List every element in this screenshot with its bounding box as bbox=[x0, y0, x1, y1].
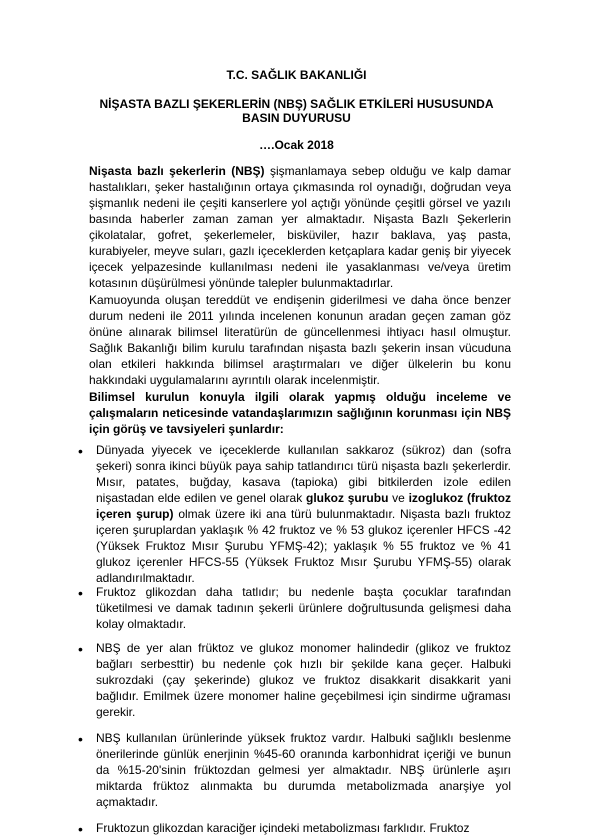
paragraph-2: Kamuoyunda oluşan tereddüt ve endişenin giderilmesi ve daha önce benzer durum nedeni ile 2011 yılında incelenen konunun aradan geçen zaman göz önüne alınarak bilimsel literatürün de güncellenmesi ihtiyacı hasıl olmuştur. Sağlık Bakanlığı bilim kurulu tarafından nişasta bazlı şekerin insan vücuduna olan etkileri hakkında bilimsel araştırmaları ve diğer ülkelerin bu konu hakkındaki uygulamalarını ayrıntılı olarak incelenmiştir. bbox=[89, 293, 511, 387]
bullet-item-3: NBŞ de yer alan früktoz ve glukoz monomer halindedir (glikoz ve fruktoz bağları serbesttir) bu nedenle çok hızlı bir şekilde kana geçer. Halbuki sukrozdaki (çay şekerinde) glukoz ve fruktoz disakkarit disakkarit yani bağlıdır. Emilmek üzere monomer haline geçebilmesi için sindirme uğraması gerekir. bbox=[96, 641, 511, 719]
bullet-marker: • bbox=[78, 443, 83, 459]
intro-paragraph bbox=[89, 163, 511, 291]
bullet-marker: • bbox=[78, 585, 83, 601]
document-date: ….Ocak 2018 bbox=[259, 138, 334, 152]
bullet-marker: • bbox=[78, 821, 83, 837]
bullet-marker: • bbox=[78, 641, 83, 657]
bullet-1-bold-b: izoglukoz (fruktoz içeren şurup) bbox=[96, 491, 511, 521]
paragraph-3: Bilimsel kurulun konuyla ilgili olarak yapmış olduğu inceleme ve çalışmaların neticesinde vatandaşlarımızın sağlığının korunması için NBŞ için görüş ve tavsiyeleri şunlardır: bbox=[89, 390, 511, 436]
bullet-item-1 bbox=[96, 442, 511, 586]
intro-text: şişmanlamaya sebep olduğu ve kalp damar hastalıkları, şeker hastalığının ortaya çıkmasında rol oynadığı, doğrudan veya şişmanlık nedeni ile çeşiti kanserlere yol açtığı yönünde çeşitli görsel ve yazılı basında haberler zaman zaman yer almaktadır. Nişasta Bazlı Şekerlerin çikolatalar, gofret, şekerlemeler, bisküviler, hazır baklava, yaş pasta, kurabiyeler, meyve suları, gazlı içeceklerden ketçaplara kadar geniş bir yiyecek içecek yelpazesinde kullanılması nedeni ile yasaklanması ve/veya üretim kotasının düşürülmesi yönünde talepler bulunmaktadırlar. bbox=[89, 164, 511, 290]
ministry-heading: T.C. SAĞLIK BAKANLIĞI bbox=[226, 68, 367, 82]
bullet-item-2: Fruktoz glikozdan daha tatlıdır; bu nedenle başta çocuklar tarafından tüketilmesi ve damak tadının şekerli ürünlere doğrultusunda gelişmesi daha kolay olmaktadır. bbox=[96, 585, 511, 631]
intro-lead: Nişasta bazlı şekerlerin (NBŞ) bbox=[89, 164, 265, 178]
bullet-item-4: NBŞ kullanılan ürünlerinde yüksek fruktoz vardır. Halbuki sağlıklı beslenme önerilerinde günlük enerjinin %45-60 oranında karbonhidrat içeriği ve bunun da %15-20'sinin früktozdan gelmesi yer almaktadır. NBŞ ürünlerle aşırı miktarda früktoz alınmakta bu durumda metabolizmada anarşiye yol açmaktadır. bbox=[96, 731, 511, 809]
bullet-item-5: Fruktozun glikozdan karaciğer içindeki metabolizması farklıdır. Fruktoz bbox=[96, 821, 470, 835]
bullet-1-text-a: Dünyada yiyecek ve içeceklerde kullanılan sakkaroz (sükroz) dan (sofra şekeri) sonra ikinci büyük paya sahip tatlandırıcı türü nişasta bazlı şekerlerdir. Mısır, patates, buğday, kasava (tapioka) gibi bitkilerden izole edilen nişastadan elde edilen ve genel olarak bbox=[96, 443, 511, 505]
bullet-1-text-b: ve bbox=[388, 491, 409, 505]
title-line-2: BASIN DUYURUSU bbox=[242, 111, 351, 125]
bullet-marker: • bbox=[78, 731, 83, 747]
bullet-1-bold-a: glukoz şurubu bbox=[305, 491, 389, 505]
title-line-1: NİŞASTA BAZLI ŞEKERLERİN (NBŞ) SAĞLIK ETKİLERİ HUSUSUNDA bbox=[99, 97, 494, 111]
bullet-1-text-c: olmak üzere iki ana türü bulunmaktadır. Nişasta bazlı fruktoz içeren şuruplardan yaklaşık % 42 fruktoz ve % 53 glukoz içerenler HFCS -42 (Yüksek Fruktoz Mısır Şurubu YFMŞ-42); yaklaşık % 55 fruktoz ve % 41 glukoz içerenler HFCS-55 (Yüksek Fruktoz Mısır Şurubu YFMŞ-55) olarak adlandırılmaktadır. bbox=[96, 507, 511, 585]
